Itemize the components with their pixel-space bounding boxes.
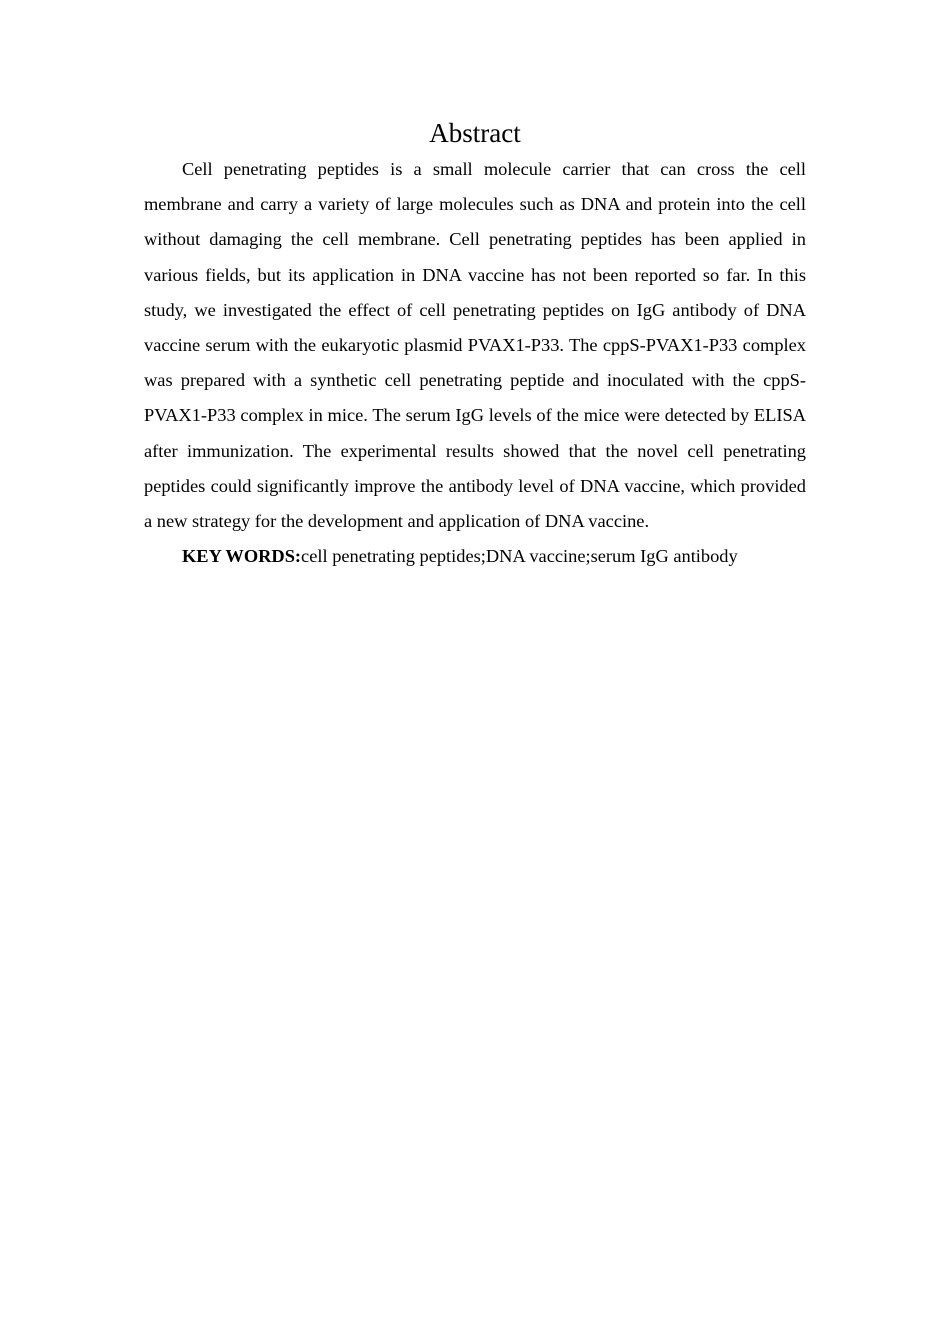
abstract-section — [144, 114, 806, 574]
keywords-line — [144, 539, 806, 574]
abstract-body: Cell penetrating peptides is a small molecule carrier that can cross the cell membrane and carry a variety of large molecules such as DNA and protein into the cell without damaging the cell membrane. Cell penetrating peptides has been applied in various fields, but its application in DNA vaccine has not been reported so far. In this study, we investigated the effect of cell penetrating peptides on IgG antibody of DNA vaccine serum with the eukaryotic plasmid PVAX1-P33. The cppS-PVAX1-P33 complex was prepared with a synthetic cell penetrating peptide and inoculated with the cppS-PVAX1-P33 complex in mice. The serum IgG levels of the mice were detected by ELISA after immunization. The experimental results showed that the novel cell penetrating peptides could significantly improve the antibody level of DNA vaccine, which provided a new strategy for the development and application of DNA vaccine. — [144, 159, 806, 532]
abstract-title: Abstract — [429, 118, 521, 148]
keywords-label: KEY WORDS: — [182, 546, 302, 567]
keywords-text: cell penetrating peptides;DNA vaccine;serum IgG antibody — [301, 546, 738, 567]
